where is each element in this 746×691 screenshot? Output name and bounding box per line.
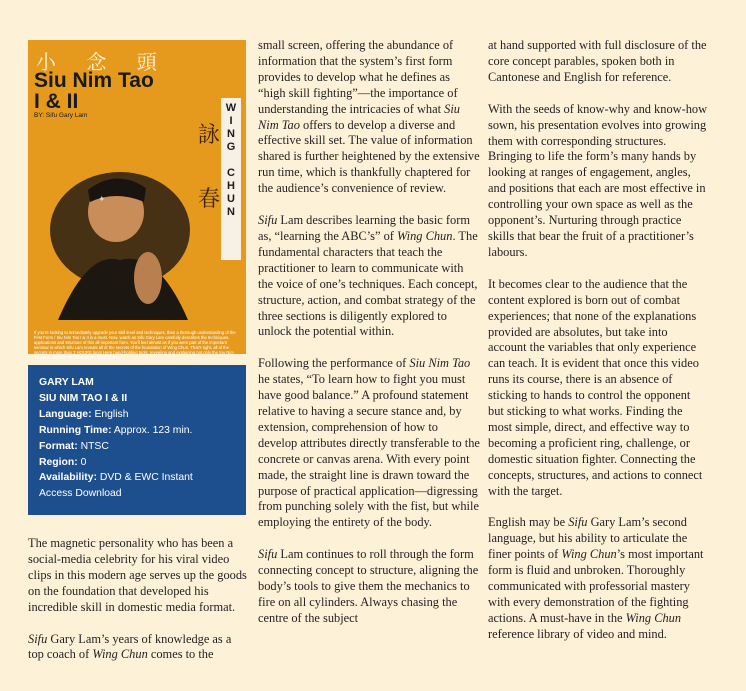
- info-availability-cont: Access Download: [39, 488, 122, 500]
- article-column-2: [258, 38, 480, 627]
- text-run: comes to the: [147, 647, 214, 662]
- info-format-value: NTSC: [80, 440, 109, 452]
- cover-cjk-side-1: 詠: [198, 123, 221, 148]
- text-run: . The fundamental characters that teach the practitioner to learn to communicate with the voice of one’s techniques. Each concept, structure, action, and combat strategy of the three sections is diligently explored to unlock the potential within.: [258, 228, 478, 339]
- cover-photo-figure: [28, 150, 246, 330]
- sifu-word: Sifu: [568, 515, 588, 530]
- side-letter: W: [225, 102, 237, 114]
- side-letter: I: [229, 115, 233, 127]
- cover-cjk-side-2: 春: [198, 187, 221, 212]
- paragraph: at hand supported with full disclosure of the core concept parables, spoken both in Cantonese and English for reference.: [488, 38, 707, 84]
- side-letter: U: [227, 193, 235, 205]
- info-region: [39, 455, 246, 471]
- product-info-box: [28, 365, 246, 515]
- text-run: Lam describes learning the basic form as, “learning the ABC’s” of: [258, 213, 470, 243]
- paragraph: [28, 632, 248, 664]
- side-letter: N: [227, 206, 235, 218]
- text-run: offers to develop a diverse and effective skill set. The value of information shared is further heightened by the extensive run time, which is thankfully chaptered for the audience’s convenience of review.: [258, 117, 480, 196]
- text-run: small screen, offering the abundance of information that the system’s first form provides to develop what he defines as “high skill fighting”—the importance of understanding the intricacies of what: [258, 38, 458, 116]
- cover-cjk-title: 小 念 頭: [36, 50, 169, 74]
- cover-blurb: If you're looking to immediately upgrade your skill level and techniques, then a thorough understanding of the First Form / Siu Nim Tao I & II is a must. Now, watch as Sifu Gary Lam carefully describes the techniques, applications and structure of this all-important form. You'll feel almost as if you were part of the important seminar in which Sifu Lam reveals all of the secrets of the foundation of Wing Chun. That's right, all of the secrets in more than 2 HOURS long! Here hand-holding tools, revealing and explaining not only the Siu Nim Tao form, but also its lethal street applications.: [34, 330, 236, 360]
- wing-chun-term: Wing Chun: [92, 647, 148, 662]
- info-language: [39, 407, 246, 423]
- info-runtime-label: Running Time:: [39, 424, 112, 436]
- side-letter: H: [227, 180, 235, 192]
- svg-text:✦: ✦: [98, 195, 106, 205]
- info-region-label: Region:: [39, 456, 78, 468]
- text-run: Following the performance of: [258, 356, 410, 371]
- text-run: Gary Lam’s second language, but his ability to articulate the finer points of: [488, 515, 688, 562]
- sifu-word: Sifu: [258, 547, 278, 562]
- paragraph: [258, 547, 480, 627]
- info-availability-label: Availability:: [39, 472, 97, 484]
- article-column-3: [488, 38, 708, 643]
- info-runtime-value: Approx. 123 min.: [113, 424, 193, 436]
- paragraph: [258, 38, 480, 197]
- paragraph: [258, 356, 480, 531]
- siu-nim-tao-term: Siu Nim Tao: [409, 356, 471, 371]
- side-letter: G: [226, 141, 236, 153]
- paragraph: With the seeds of know-why and know-how sown, his presentation evolves into growing them with corresponding structures. Bringing to life the form’s many hands by looking at ranges of engagement, angles, and positions that each are most effective in controlling your own space as well as the opponent’s. Nurturing through practice skills that bear the fruit of a practitioner’s labours.: [488, 101, 708, 259]
- info-format-label: Format:: [39, 440, 78, 452]
- sifu-word: Sifu: [28, 631, 48, 646]
- wing-chun-term: Wing Chun: [397, 228, 453, 243]
- cover-byline: BY: Sifu Gary Lam: [34, 112, 88, 119]
- paragraph: [488, 515, 708, 642]
- info-availability: [39, 470, 246, 486]
- side-letter: C: [227, 167, 235, 179]
- wing-chun-term: Wing Chun: [625, 610, 682, 625]
- info-format: [39, 439, 246, 455]
- cover-title: [34, 70, 154, 112]
- cover-title-line2: I & II: [34, 90, 79, 113]
- text-run: he states, “To learn how to fight you must have good balance.” A profound statement relative to having a secure stance and, by extension, comprehension of how to develop attributes directly transferable to the concrete or canvas arena. With every point made, the straight line is drawn toward the purpose of practical application—digressing from punching solely with the fist, but while employing the entirety of the body.: [258, 372, 480, 530]
- text-run: Gary Lam’s years of knowledge as a top coach of: [28, 631, 232, 662]
- wing-chun-term: Wing Chun: [561, 547, 617, 562]
- siu-nim-tao-term: Siu Nim Tao: [258, 101, 460, 132]
- info-runtime: [39, 423, 246, 439]
- info-name: GARY LAM: [39, 377, 94, 388]
- text-run: English may be: [488, 515, 569, 530]
- side-letter: N: [227, 128, 235, 140]
- info-title: SIU NIM TAO I & II: [39, 392, 128, 404]
- paragraph: It becomes clear to the audience that the content explored is born out of combat experiences; that none of the explanations provided are absolutes, but take into account the variables that only experience can teach. It is evident that once this video runs its course, there is an absence of sticking to hands to control the opponent but sticking to what works. Finding the most simple, direct, and effective way to becoming a proficient ring, challenge, or domestic situation fighter. Connecting the concepts, structures, and actions to connect with the target.: [488, 276, 703, 498]
- info-language-value: English: [94, 408, 129, 420]
- info-region-value: 0: [80, 456, 87, 468]
- cover-title-line1: Siu Nim Tao: [34, 69, 154, 92]
- article-column-1: [28, 536, 248, 663]
- info-language-label: Language:: [39, 408, 92, 420]
- paragraph: The magnetic personality who has been a social-media celebrity for his viral video clips in this modern age serves up the goods on the foundation that developed his incredible skill in domestic media format.: [28, 536, 247, 614]
- text-run: reference library of video and mind.: [488, 626, 667, 641]
- dvd-cover-image: [28, 40, 246, 360]
- paragraph: [258, 213, 480, 340]
- text-run: Lam continues to roll through the form connecting concept to structure, aligning the body’s tools to give them the mechanics to fire on all cylinders. Always chasing the centre of the subject: [258, 547, 479, 625]
- sifu-word: Sifu: [258, 213, 278, 228]
- info-availability-value: DVD & EWC Instant: [99, 472, 193, 484]
- text-run: ’s most important form is fluid and unbroken. Thoroughly communicated with professorial mastery with every demonstration of the fighting actions. A must-have in the: [488, 547, 704, 625]
